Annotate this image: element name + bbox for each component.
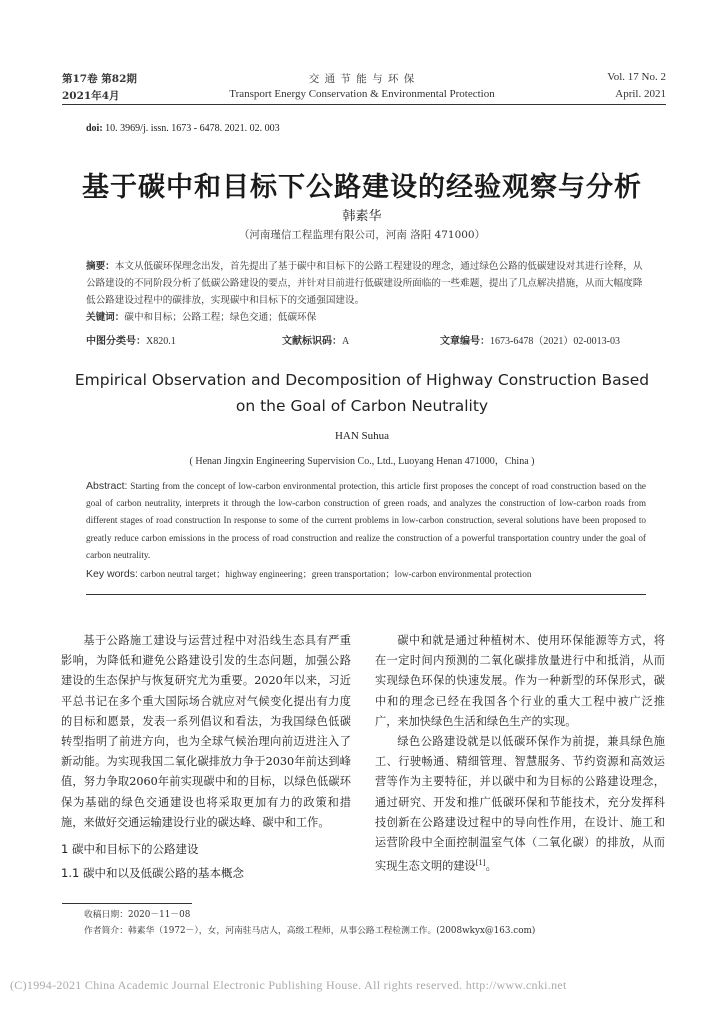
journal-name-en: Transport Energy Conservation & Environmental Protection: [229, 88, 495, 100]
document-code: 文献标识码：A: [282, 336, 350, 347]
title-en-line2: on the Goal of Carbon Neutrality: [235, 397, 489, 415]
article-number: 文章编号：1673-6478（2021）02-0013-03: [440, 336, 620, 347]
abstract-en-label: Abstract:: [86, 480, 128, 492]
copyright-line: (C)1994-2021 China Academic Journal Electronic Publishing House. All rights reserved. http://www.cnki.net: [10, 978, 567, 992]
journal-date-en: April. 2021: [615, 88, 666, 100]
title-en-line1: Empirical Observation and Decomposition of Highway Construction Based: [74, 371, 650, 389]
title-cn: 基于碳中和目标下公路建设的经验观察与分析: [82, 172, 642, 203]
author-cn: 韩素华: [342, 209, 382, 224]
abstract-cn-label: 摘要：: [86, 261, 115, 272]
body-left-column: [61, 631, 351, 883]
reference-1: [1]: [475, 859, 486, 868]
body-paragraph-intro: 基于公路施工建设与运营过程中对沿线生态具有严重影响，为降低和避免公路建设引发的生态问题，加强公路建设的生态保护与恢复研究尤为重要。2020年以来，习近平总书记在多个重大国际场合就应对气候变化提出有力度的目标和愿景，发表一系列倡议和看法，为我国绿色低碳转型指明了前进方向，也为全球气候治理向前迈进注入了新动能。为实现我国二氧化碳排放力争于2030年前达到峰值，努力争取2060年前实现碳中和的目标，以绿色低碳环保为基础的绿色交通建设也将采取更加有力的政策和措施，来做好交通运输建设行业的碳达峰、碳中和工作。: [61, 634, 351, 829]
keywords-en-text: carbon neutral target；highway engineering；green transportation；low-carbon environmental protection: [140, 569, 532, 579]
body-paragraph-green-road: 绿色公路建设就是以低碳环保作为前提，兼具绿色施工、行驶畅通、精细管理、智慧服务、节约资源和高效运营等作为主要特征，并以碳中和为目标的公路建设理念，通过研究、开发和推广低碳环保和节能技术，充分发挥科技创新在公路建设过程中的导向性作用，在设计、施工和运营阶段中全面控制温室气体（二氧化碳）的排放，从而实现生态文明的建设[1]。: [375, 735, 665, 873]
author-en: HAN Suhua: [334, 430, 390, 442]
affiliation-cn: （河南瑾信工程监理有限公司，河南 洛阳 471000）: [238, 229, 486, 241]
section-1-heading: 1 碳中和目标下的公路建设: [61, 842, 199, 857]
keywords-en-label: Key words:: [86, 568, 138, 580]
section-1-1-heading: 1.1 碳中和以及低碳公路的基本概念: [61, 866, 244, 881]
body-right-column: [375, 631, 665, 877]
abstract-en-text: Starting from the concept of low-carbon environmental protection, this article first proposes the concept of road construction based on the goal of carbon neutrality, interprets it through the low-carbon construction of green roads, and analyzes the construction of low-carbon roads from different stages of road construction In response to some of the current problems in low-carbon construction, several solutions have been proposed to greatly reduce carbon emissions in the process of road construction and realize the construction of a powerful transportation country under the goal of carbon neutrality.: [86, 481, 646, 560]
body-paragraph-carbon-neutral: 碳中和就是通过种植树木、使用环保能源等方式，将在一定时间内预测的二氧化碳排放量进行中和抵消，从而实现绿色环保的快速发展。作为一种新型的环保形式，碳中和的理念已经在我国各个行业的重大工程中被广泛推广，来加快绿色生活和绿色生产的实现。: [375, 634, 665, 728]
header-rule: [62, 104, 666, 105]
footnote-received: 收稿日期：2020－11－08: [84, 910, 191, 920]
abstract-rule: [86, 594, 646, 595]
journal-volume-issue: 第17卷 第82期: [62, 73, 137, 85]
journal-date: 2021年4月: [62, 90, 120, 102]
journal-vol-en: Vol. 17 No. 2: [607, 71, 666, 83]
abstract-cn: [86, 258, 646, 309]
keywords-cn-text: 碳中和目标；公路工程；绿色交通；低碳环保: [124, 312, 317, 323]
keywords-cn-label: 关键词：: [86, 312, 125, 323]
abstract-en: [86, 478, 646, 564]
footnote-rule: [62, 903, 192, 904]
footnote-author-info: 作者简介：韩素华（1972－），女，河南驻马店人，高级工程师，从事公路工程检测工作。(2008wkyx@163.com): [84, 926, 536, 936]
doi-label: doi:: [86, 123, 103, 134]
clc-number: 中图分类号：X820.1: [86, 336, 176, 347]
doi-value: 10. 3969/j. issn. 1673 - 6478. 2021. 02. 003: [105, 123, 280, 134]
affiliation-en: ( Henan Jingxin Engineering Supervision Co., Ltd., Luoyang Henan 471000，China ): [189, 456, 535, 467]
journal-name-cn: 交 通 节 能 与 环 保: [308, 73, 416, 85]
doi: [86, 123, 280, 134]
keywords-en: [86, 566, 646, 583]
keywords-cn: [86, 309, 646, 326]
abstract-cn-text: 本文从低碳环保理念出发，首先提出了基于碳中和目标下的公路工程建设的理念，通过绿色公路的低碳建设对其进行诠释，从公路建设的不同阶段分析了低碳公路建设的要点，并针对目前进行低碳建设所面临的一些难题，提出了几点解决措施，从而大幅度降低公路建设过程中的碳排放，实现碳中和目标下的交通强国建设。: [86, 261, 643, 306]
